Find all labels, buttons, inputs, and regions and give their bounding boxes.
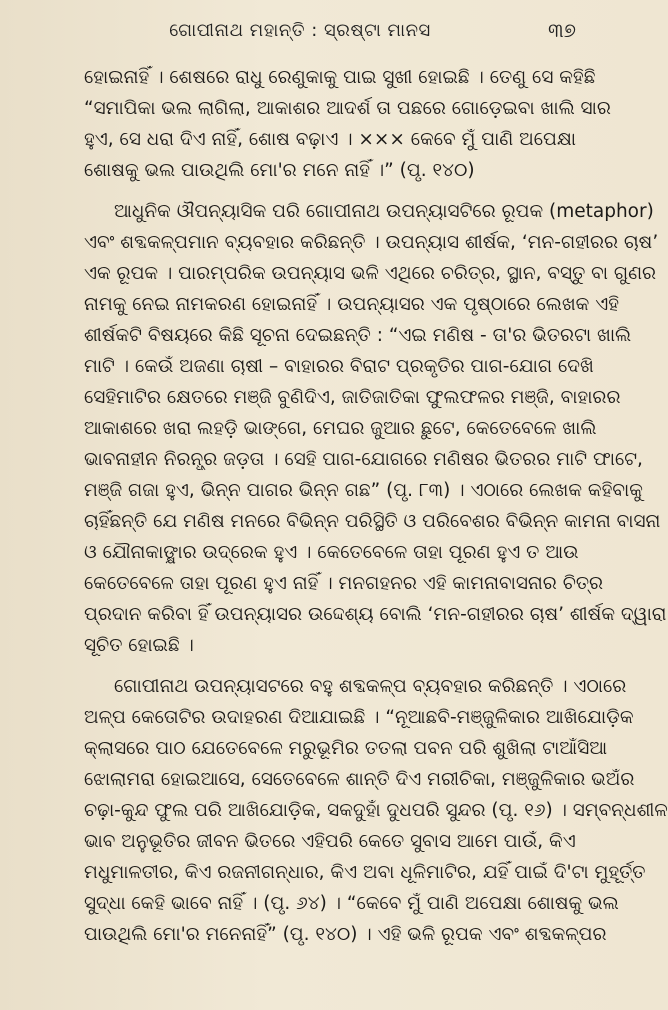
text-line: ଶୋଷକୁ ଭଲ ପାଉଥିଲି ମୋ'ର ମନେ ନାହିଁ ।” (ପୃ. ୧୪୦) — [84, 160, 475, 181]
text-line: ଝୋଲାମରା ହୋଇଆସେ, ସେତେବେଳେ ଶାନ୍ତି ଦିଏ ମରୀଚିକା, ମଞ୍ଜୁଳିକାର ଭଅଁର — [84, 769, 635, 790]
text-line: ହୋଇନାହିଁ । ଶେଷରେ ରାଧୁ ରେଣୁକାକୁ ପାଇ ସୁଖୀ ହୋଇଛି । ତେଣୁ ସେ କହିଛି — [84, 67, 596, 88]
text-line: ପ୍ରଦାନ କରିବା ହିଁ ଉପନ୍ୟାସର ଉଦ୍ଦେଶ୍ୟ ବୋଲି ‘ମନ-ଗହୀରର ଚାଷ’ ଶୀର୍ଷକ ଦ୍ୱାରା — [84, 604, 667, 625]
text-line: “ସମାପିକା ଭଲ ଲାଗିଲା, ଆକାଶର ଆଦର୍ଶ ତା ପଛରେ ଗୋଡ଼େଇବା ଖାଲି ସାର — [84, 98, 611, 119]
paragraph — [84, 62, 611, 186]
text-line: ଆକାଶରେ ଖରା ଲହଡ଼ି ଭାଙ୍ଗେ, ମେଘର ଜୁଆର ଛୁଟେ, କେତେବେଳେ ଖାଲି — [84, 418, 597, 439]
running-header — [0, 0, 600, 58]
text-line: ପାଉଥିଲି ମୋ'ର ମନେନାହିଁ” (ପୃ. ୧୪୦) । ଏହି ଭଳି ରୂପକ ଏବଂ ଶବ୍ଦକଳ୍ପର — [84, 924, 607, 945]
text-line: ଏକ ରୂପକ । ପାରମ୍ପରିକ ଉପନ୍ୟାସ ଭଳି ଏଥିରେ ଚରିତ୍ର, ସ୍ଥାନ, ବସ୍ତୁ ବା ଗୁଣର — [84, 263, 657, 284]
text-line: ନାମକୁ ନେଇ ନାମକରଣ ହୋଇନାହିଁ । ଉପନ୍ୟାସର ଏକ ପୃଷ୍ଠାରେ ଲେଖକ ଏହି — [84, 294, 620, 315]
text-line: ମଞ୍ଜି ଗଜା ହୁଏ, ଭିନ୍ନ ପାଗର ଭିନ୍ନ ଗଛ” (ପୃ. ୮୩) । ଏଠାରେ ଲେଖକ କହିବାକୁ — [84, 480, 643, 501]
text-line: ସୁଦ୍ଧା କେହି ଭାବେ ନାହିଁ । (ପୃ. ୬୪) । “କେବେ ମୁଁ ପାଣି ଅପେକ୍ଷା ଶୋଷକୁ ଭଲ — [84, 893, 619, 914]
text-line: ଚାହିଁଛନ୍ତି ଯେ ମଣିଷ ମନରେ ବିଭିନ୍ନ ପରିସ୍ଥିତି ଓ ପରିବେଶର ବିଭିନ୍ନ କାମନା ବାସନା — [84, 511, 661, 532]
text-line: ଚଢ଼ା-କୁନ୍ଦ ଫୁଲ ପରି ଆଖିଯୋଡ଼ିକ, ସକଦୁହାଁ ଦୁଧପରି ସୁନ୍ଦର (ପୃ. ୧୬) । ସମ୍ବନ୍ଧଶୀଳ — [84, 800, 668, 821]
text-line: ଆଧୁନିକ ଔପନ୍ୟାସିକ ପରି ଗୋପୀନାଥ ଉପନ୍ୟାସଟିରେ ରୂପକ (metaphor) — [114, 201, 654, 222]
text-line: ଏବଂ ଶବ୍ଦକଳ୍ପମାନ ବ୍ୟବହାର କରିଛନ୍ତି । ଉପନ୍ୟାସ ଶୀର୍ଷକ, ‘ମନ-ଗହୀରର ଚାଷ’ — [84, 232, 659, 253]
text-line: ଭାବନାହୀନ ନିରନ୍ଧ୍ର ଜଡ଼ତା । ସେହି ପାଗ-ଯୋଗରେ ମଣିଷର ଭିତରର ମାଟି ଫାଟେ, — [84, 449, 643, 470]
page-number: ୩୭ — [548, 18, 576, 42]
text-line: ସେହିମାଟିର କ୍ଷେତରେ ମଞ୍ଜି ବୁଣିଦିଏ, ଜାତିଜାତିକା ଫୁଲଫଳର ମଞ୍ଜି, ବାହାରର — [84, 387, 621, 408]
running-header-title: ଗୋପୀନାଥ ମହାନ୍ତି : ସ୍ରଷ୍ଟା ମାନସ — [169, 20, 431, 41]
text-line: କ୍ଲାସରେ ପାଠ ଯେତେବେଳେ ମରୁଭୂମିର ତତଲା ପବନ ପରି ଶୁଖିଲା ଟାଆଁସିଆ — [84, 738, 608, 759]
paragraph — [84, 196, 667, 661]
text-line: ଓ ଯୌନାକାଙ୍କ୍ଷାର ଉଦ୍ରେକ ହୁଏ । କେତେବେଳେ ତାହା ପୂରଣ ହୁଏ ତ ଆଉ — [84, 542, 579, 563]
text-line: କେତେବେଳେ ତାହା ପୂରଣ ହୁଏ ନାହିଁ । ମନଗହନର ଏହି କାମନାବାସନାର ଚିତ୍ର — [84, 573, 604, 594]
text-line: ଭାବ ଅନୁଭୂତିର ଜୀବନ ଭିତରେ ଏହିପରି କେତେ ସୁବାସ ଆମେ ପାଉଁ, କିଏ — [84, 831, 576, 852]
body-text — [84, 62, 668, 960]
paragraph — [84, 671, 668, 950]
text-line: ହୁଏ, ସେ ଧରା ଦିଏ ନାହିଁ, ଶୋଷ ବଢ଼ାଏ । ××× କେବେ ମୁଁ ପାଣି ଅପେକ୍ଷା — [84, 129, 577, 150]
text-line: ଗୋପୀନାଥ ଉପନ୍ୟାସଟରେ ବହୁ ଶବ୍ଦକଳ୍ପ ବ୍ୟବହାର କରିଛନ୍ତି । ଏଠାରେ — [114, 676, 627, 697]
text-line: ମାଟି । କେଉଁ ଅଜଣା ଚାଷୀ – ବାହାରର ବିରାଟ ପ୍ରକୃତିର ପାଗ-ଯୋଗ ଦେଖି — [84, 356, 594, 377]
text-line: ଶୀର୍ଷକଟି ବିଷୟରେ କିଛି ସୂଚନା ଦେଇଛନ୍ତି : “ଏଇ ମଣିଷ - ତା'ର ଭିତରଟା ଖାଲି — [84, 325, 632, 346]
text-line: ଅଳ୍ପ କେତୋଟିର ଉଦାହରଣ ଦିଆଯାଇଛି । “ନୂଆଛବି-ମଞ୍ଜୁଳିକାର ଆଖିଯୋଡ଼ିକ — [84, 707, 634, 728]
text-line: ମଧୁମାଳତୀର, କିଏ ରଜନୀଗନ୍ଧାର, କିଏ ଅବା ଧୂଳିମାଟିର, ଯହିଁ ପାଇଁ ଦି'ଟା ମୁହୂର୍ତ୍ତ — [84, 862, 646, 883]
text-line: ସୂଚିତ ହୋଇଛି । — [84, 635, 194, 656]
